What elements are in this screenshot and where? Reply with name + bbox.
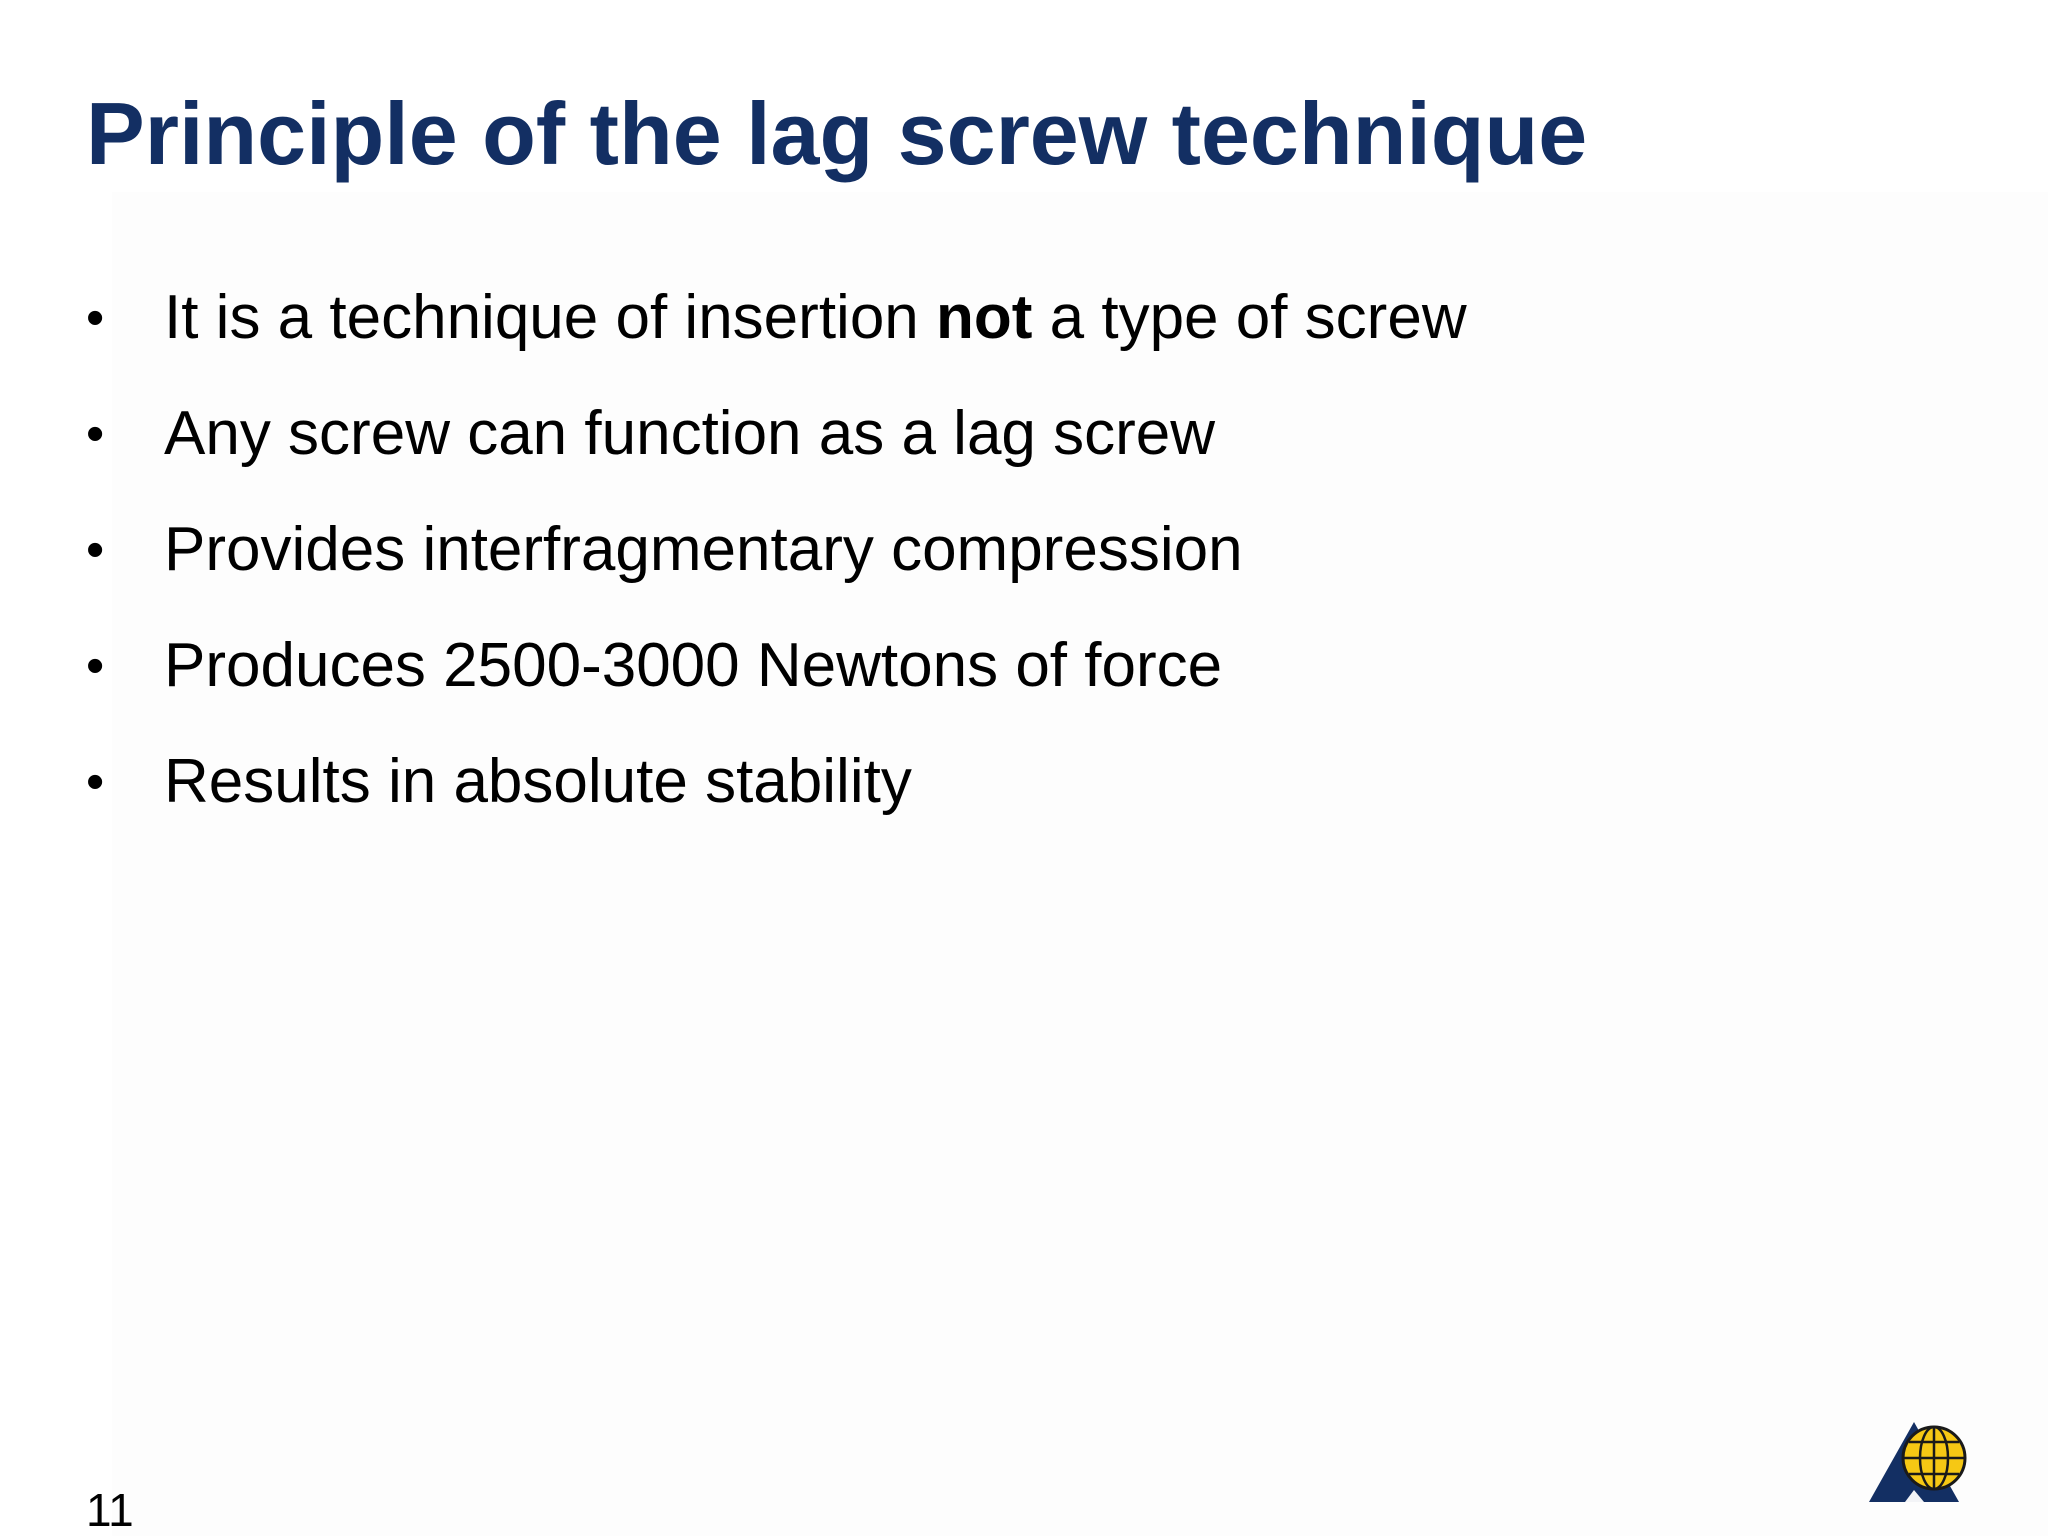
bullet-3-text: Provides interfragmentary compression <box>164 515 1243 584</box>
bullet-icon: • <box>86 637 105 695</box>
bullet-1-text-before: It is a technique of insertion <box>164 283 937 352</box>
bullet-icon: • <box>86 521 105 579</box>
bullet-5-text: Results in absolute stability <box>164 747 912 816</box>
ao-foundation-globe-logo-icon <box>1864 1418 1976 1506</box>
bullet-item-2 <box>86 392 1486 476</box>
bullet-1-text-after: a type of screw <box>1032 283 1467 352</box>
bullet-4-text: Produces 2500-3000 Newtons of force <box>164 631 1223 700</box>
bullet-1-bold-word: not <box>936 283 1033 352</box>
bullet-icon: • <box>86 753 105 811</box>
page-number: 11 <box>86 1484 134 1536</box>
slide-title: Principle of the lag screw technique <box>86 84 1588 183</box>
bullet-list <box>86 276 1486 856</box>
bullet-icon: • <box>86 405 105 463</box>
bullet-item-4 <box>86 624 1486 708</box>
bullet-item-1 <box>86 276 1486 360</box>
bullet-icon: • <box>86 289 105 347</box>
bullet-2-text: Any screw can function as a lag screw <box>164 399 1216 468</box>
bullet-item-3 <box>86 508 1486 592</box>
bullet-item-5 <box>86 740 1486 824</box>
